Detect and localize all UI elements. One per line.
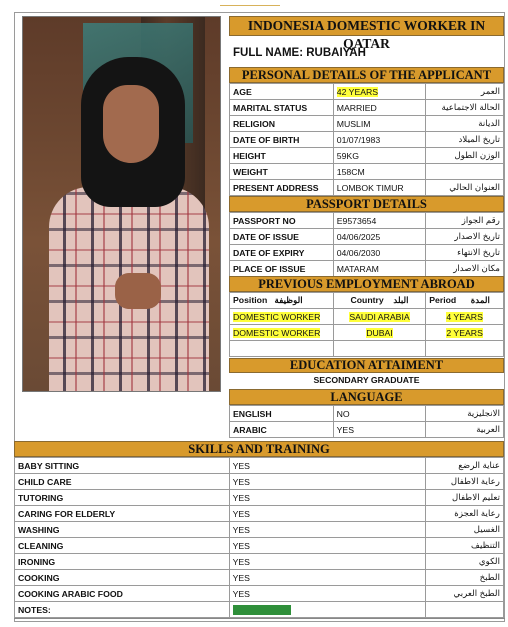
table-row: COOKING YES الطبخ	[15, 570, 504, 586]
table-row: DOMESTIC WORKER DUBAI 2 YEARS	[230, 325, 504, 341]
language-section-title: LANGUAGE	[229, 389, 504, 405]
table-row: MARITAL STATUS MARRIED الحالة الاجتماعية	[230, 100, 504, 116]
personal-section-title: PERSONAL DETAILS OF THE APPLICANT	[229, 67, 504, 83]
age-value: 42 YEARS	[336, 86, 379, 97]
notes-redaction-mark	[233, 605, 291, 615]
table-row: WASHING YES الغسيل	[15, 522, 504, 538]
table-row: PLACE OF ISSUE MATARAM مكان الاصدار	[230, 261, 504, 277]
passport-section-title: PASSPORT DETAILS	[229, 196, 504, 212]
table-row: PASSPORT NO E9573654 رقم الجواز	[230, 213, 504, 229]
table-row: CLEANING YES التنظيف	[15, 538, 504, 554]
table-row: DOMESTIC WORKER SAUDI ARABIA 4 YEARS	[230, 309, 504, 325]
language-table	[229, 405, 504, 438]
education-value: SECONDARY GRADUATE	[313, 375, 420, 385]
table-row: AGE 42 YEARS العمر	[230, 84, 504, 100]
table-row: HEIGHT 59KG الوزن الطول	[230, 148, 504, 164]
top-logo-mark	[220, 0, 280, 6]
table-row: ARABIC YES العربية	[230, 422, 504, 438]
notes-label: NOTES:	[15, 602, 230, 618]
table-row: BABY SITTING YES عناية الرضع	[15, 458, 504, 474]
table-row: DATE OF ISSUE 04/06/2025 تاريخ الاصدار	[230, 229, 504, 245]
skills-table	[14, 457, 504, 618]
table-row: COOKING ARABIC FOOD YES الطبخ العربي	[15, 586, 504, 602]
employment-section-title: PREVIOUS EMPLOYMENT ABROAD	[229, 276, 504, 292]
table-row: IRONING YES الكوي	[15, 554, 504, 570]
personal-table	[229, 83, 504, 196]
applicant-photo	[22, 16, 221, 392]
table-row: RELIGION MUSLIM الديانة	[230, 116, 504, 132]
page-bottom-rule	[14, 618, 505, 620]
table-row: CHILD CARE YES رعاية الاطفال	[15, 474, 504, 490]
table-row: DATE OF BIRTH 01/07/1983 تاريخ الميلاد	[230, 132, 504, 148]
table-row: CARING FOR ELDERLY YES رعاية العجزة	[15, 506, 504, 522]
table-row: DATE OF EXPIRY 04/06/2030 تاريخ الانتهاء	[230, 245, 504, 261]
education-section-title: EDUCATION ATTAIMENT	[229, 358, 504, 373]
passport-table	[229, 212, 504, 277]
table-row: PRESENT ADDRESS LOMBOK TIMUR العنوان الحالي	[230, 180, 504, 196]
table-header-row: Position الوظيفة Country البلد Period المدة	[230, 293, 504, 309]
notes-row	[15, 602, 504, 618]
skills-section-title: SKILLS AND TRAINING	[14, 441, 504, 457]
table-row: WEIGHT 158CM	[230, 164, 504, 180]
employment-table	[229, 292, 504, 357]
full-name: FULL NAME: RUBAIYAH	[233, 47, 366, 59]
table-row: TUTORING YES تعليم الاطفال	[15, 490, 504, 506]
table-row: ENGLISH NO الانجليزية	[230, 406, 504, 422]
form-title: INDONESIA DOMESTIC WORKER IN QATAR	[229, 16, 504, 36]
